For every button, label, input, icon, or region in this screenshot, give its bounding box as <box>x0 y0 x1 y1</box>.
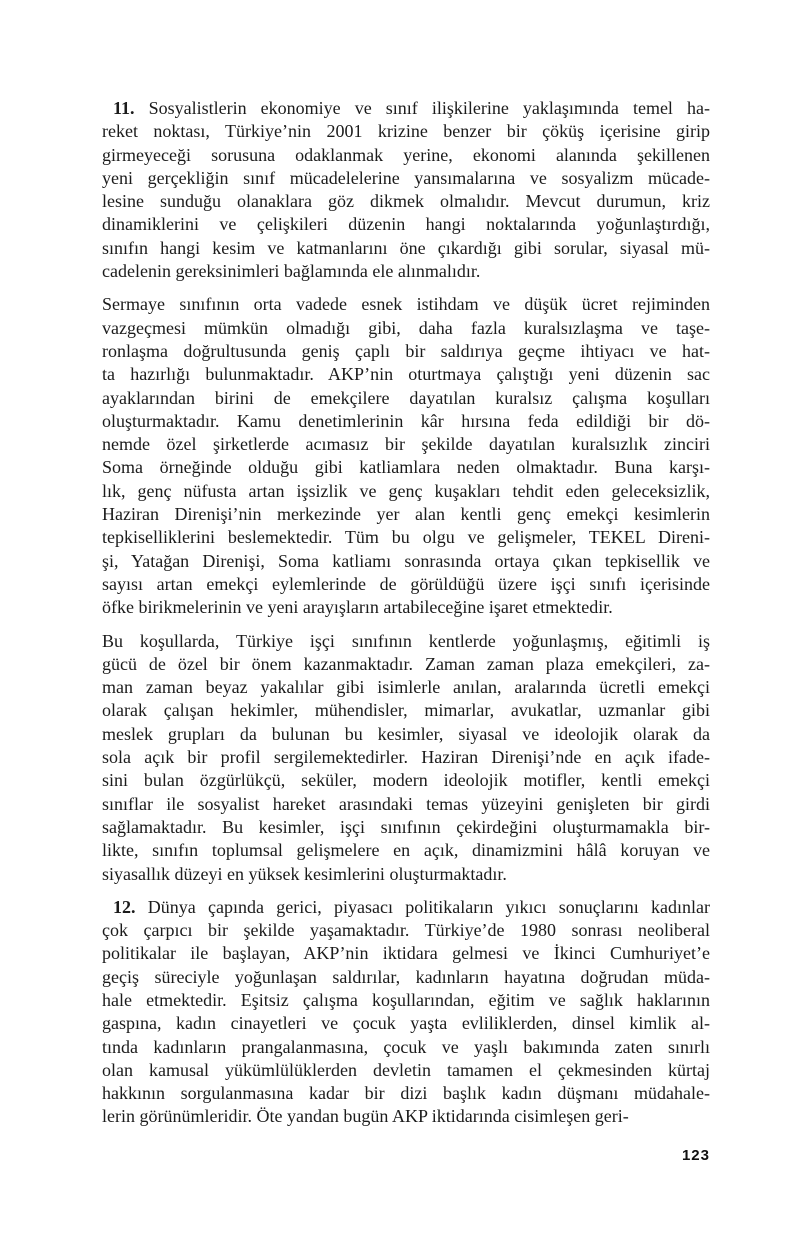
text-line: Bu koşullarda, Türkiye işçi sınıfının kentlerde yoğunlaşmış, eğitimli iş <box>102 630 710 651</box>
text-line: sağlamaktadır. Bu kesimler, işçi sınıfının çekirdeğini oluşturmamakla bir- <box>102 816 710 837</box>
text-line: gücü de özel bir önem kazanmaktadır. Zaman zaman plaza emekçileri, za- <box>102 653 710 674</box>
text-line: girmeyeceği sorusuna odaklanmak yerine, ekonomi alanında şekillenen <box>102 144 710 165</box>
text-line: likte, sınıfın toplumsal gelişmelere en açık, dinamizmini hâlâ koruyan ve <box>102 840 710 861</box>
text-line: sınıflar ile sosyalist hareket arasındaki temas yüzeyini genişleten bir girdi <box>102 793 710 814</box>
text-line: cadelenin gereksinimleri bağlamında ele alınmalıdır. <box>102 261 481 282</box>
paragraph-number: 11. <box>113 98 135 118</box>
text-line: hakkının sorgulanmasına kadar bir dizi başlık kadın düşmanı müdahale- <box>102 1083 710 1104</box>
text-line: Sermaye sınıfının orta vadede esnek istihdam ve düşük ücret rejiminden <box>102 294 710 315</box>
text-line: siyasallık düzeyi en yüksek kesimlerini oluşturmaktadır. <box>102 863 507 884</box>
text-line: öfke birikmelerinin ve yeni arayışların artabileceğine işaret etmektedir. <box>102 597 613 618</box>
text-line: çok çarpıcı bir şekilde yaşamaktadır. Türkiye’de 1980 sonrası neoliberal <box>102 920 710 941</box>
text-line: geçiş süreciyle yoğunlaşan saldırılar, kadınların hayatına doğrudan müda- <box>102 966 710 987</box>
text-line: vazgeçmesi mümkün olmadığı gibi, daha fazla kuralsızlaşma ve taşe- <box>102 317 710 338</box>
text-line: man zaman beyaz yakalılar gibi isimlerle anılan, aralarında ücretli emekçi <box>102 677 710 698</box>
text-line: hale etmektedir. Eşitsiz çalışma koşullarından, eğitim ve sağlık haklarının <box>102 989 710 1010</box>
text-line: olarak çalışan hekimler, mühendisler, mimarlar, avukatlar, uzmanlar gibi <box>102 700 710 721</box>
paragraph <box>102 97 710 283</box>
text-line: lık, genç nüfusta artan işsizlik ve genç kuşakları tehdit eden geleceksizlik, <box>102 480 710 501</box>
text-line: gaspına, kadın cinayetleri ve çocuk yaşta evliliklerden, dinsel kimlik al- <box>102 1013 710 1034</box>
paragraph-number: 12. <box>113 896 136 917</box>
text-line: ayaklarından birini de emekçilere dayatılan kuralsız çalışma koşulları <box>102 387 710 408</box>
text-line: politikalar ile başlayan, AKP’nin iktidara gelmesi ve İkinci Cumhuriyet’e <box>102 943 710 964</box>
text-line: dinamiklerini ve çelişkileri düzenin hangi noktalarında yoğunlaştırdığı, <box>102 214 710 235</box>
text-line: şi, Yatağan Direnişi, Soma katliamı sonrasında ortaya çıkan tepkisellik ve <box>102 550 710 571</box>
text-line: meslek grupları da bulunan bu kesimler, siyasal ve ideolojik olarak da <box>102 723 710 744</box>
text-line: lerin görünümleridir. Öte yandan bugün AKP iktidarında cisimleşen geri- <box>102 1106 629 1127</box>
text-line: tepkiselliklerini beslemektedir. Tüm bu olgu ve gelişmeler, TEKEL Direni- <box>102 527 710 548</box>
text-line: lesine sunduğu olanaklara göz dikmek olmalıdır. Mevcut durumun, kriz <box>102 191 710 212</box>
text-line: 12. Dünya çapında gerici, piyasacı politikaların yıkıcı sonuçlarını kadınlar <box>113 896 710 917</box>
text-line: olan kamusal yükümlülüklerden devletin tamamen el çekmesinden kürtaj <box>102 1059 710 1080</box>
text-line: Haziran Direnişi’nin merkezinde yer alan kentli genç emekçi kesimlerin <box>102 504 710 525</box>
paragraph <box>102 630 710 886</box>
text-line: reket noktası, Türkiye’nin 2001 krizine benzer bir çöküş içerisine girip <box>102 121 710 142</box>
text-line: yeni gerçekliğin sınıf mücadelelerine yansımalarına ve sosyalizm mücade- <box>102 167 710 188</box>
text-line: ta hazırlığı bulunmaktadır. AKP’nin oturtmaya çalıştığı yeni düzenin sac <box>102 364 710 385</box>
paragraph <box>102 293 710 619</box>
text-line: sınıfın hangi kesim ve katmanlarını öne çıkardığı gibi sorular, siyasal mü- <box>102 237 710 258</box>
text-line: oluşturmaktadır. Kamu denetimlerinin kâr hırsına feda edildiği bir dö- <box>102 410 710 431</box>
text-line: 11. Sosyalistlerin ekonomiye ve sınıf ilişkilerine yaklaşımında temel ha- <box>113 98 710 118</box>
text-line: tında kadınların prangalanmasına, çocuk ve yaşlı bakımında zaten sınırlı <box>102 1036 710 1057</box>
text-line: sola açık bir profil sergilemektedirler. Haziran Direnişi’nde en açık ifade- <box>102 747 710 768</box>
text-line: ronlaşma doğrultusunda geniş çaplı bir saldırıya geçme ihtiyacı ve hat- <box>102 340 710 361</box>
text-line: sayısı artan emekçi eylemlerinde de görüldüğü üzere işçi sınıfı içerisinde <box>102 573 710 594</box>
text-block <box>102 97 710 1139</box>
paragraph <box>102 896 710 1129</box>
text-line: nemde özel şirketlerde acımasız bir şekilde dayatılan kuralsızlık zinciri <box>102 434 710 455</box>
text-line: Soma örneğinde olduğu gibi katliamlara neden olmaktadır. Buna karşı- <box>102 457 710 478</box>
page-number: 123 <box>681 1147 710 1164</box>
text-line: sini bulan özgürlükçü, seküler, modern ideolojik motifler, kentli emekçi <box>102 770 710 791</box>
